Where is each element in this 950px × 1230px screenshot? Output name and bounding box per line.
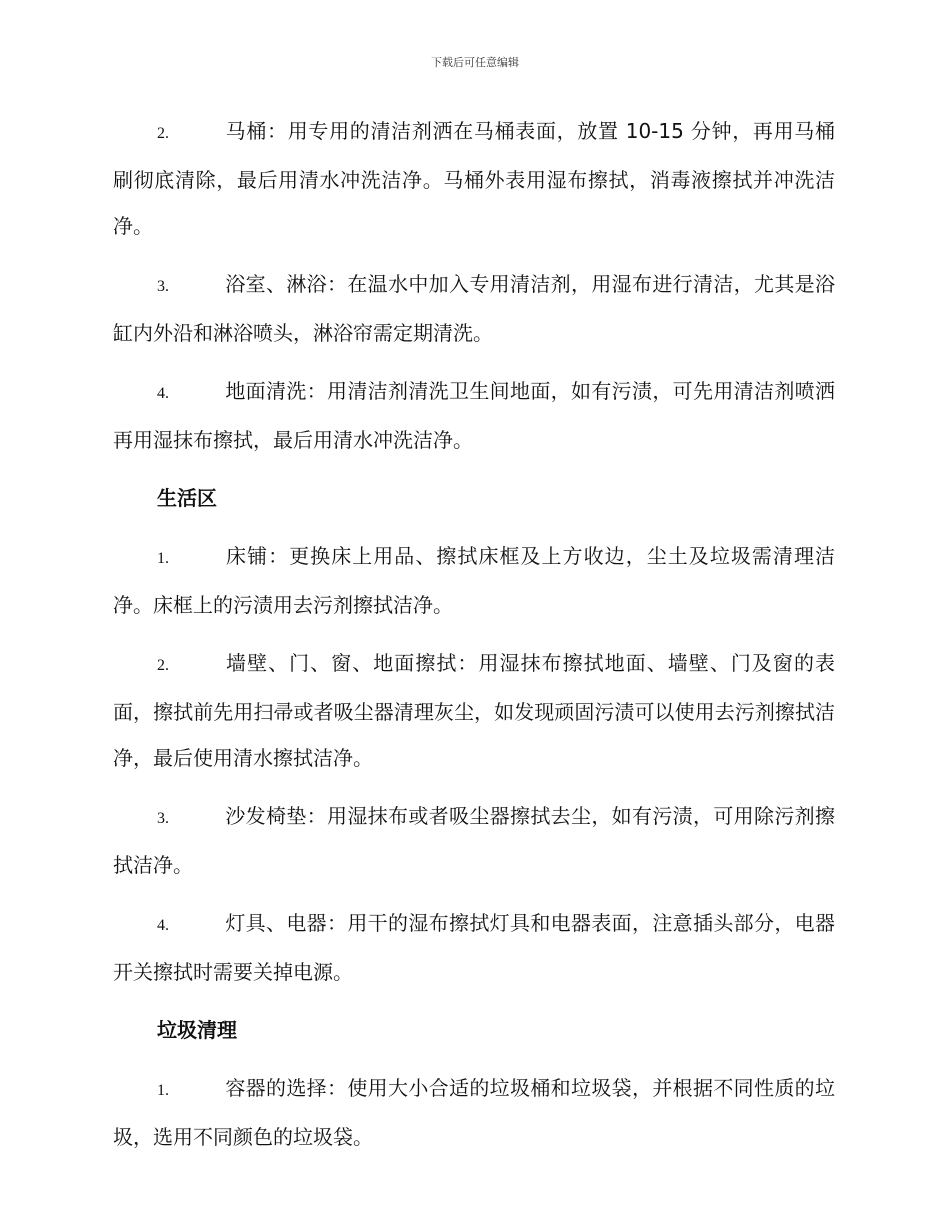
item-number: 1. — [157, 550, 169, 567]
item-text: 沙发椅垫：用湿抹布或者吸尘器擦拭去尘，如有污渍，可用除污剂擦拭洁净。 — [113, 804, 835, 877]
list-item — [113, 108, 835, 249]
item-number: 2. — [157, 657, 169, 674]
item-text: 地面清洗：用清洁剂清洗卫生间地面，如有污渍，可先用清洁剂喷洒再用湿抹布擦拭，最后用清水冲洗洁净。 — [113, 379, 835, 452]
section-heading-garbage: 垃圾清理 — [157, 1018, 237, 1042]
item-text: 墙壁、门、窗、地面擦拭：用湿抹布擦拭地面、墙壁、门及窗的表面，擦拭前先用扫帚或者吸尘器清理灰尘，如发现顽固污渍可以使用去污剂擦拭洁净，最后使用清水擦拭洁净。 — [113, 651, 835, 770]
list-item — [113, 793, 835, 888]
item-text: 床铺：更换床上用品、擦拭床框及上方收边，尘土及垃圾需清理洁净。床框上的污渍用去污剂擦拭洁净。 — [113, 544, 835, 617]
section-heading-living-area: 生活区 — [157, 486, 217, 510]
list-item — [113, 533, 835, 628]
item-number: 3. — [157, 278, 169, 295]
item-number: 4. — [157, 917, 169, 934]
item-number: 1. — [157, 1082, 169, 1099]
item-number: 4. — [157, 385, 169, 402]
item-text: 容器的选择：使用大小合适的垃圾桶和垃圾袋，并根据不同性质的垃圾，选用不同颜色的垃圾袋。 — [113, 1076, 835, 1149]
document-body — [113, 108, 835, 1172]
item-text: 灯具、电器：用干的湿布擦拭灯具和电器表面，注意插头部分，电器开关擦拭时需要关掉电源。 — [113, 911, 835, 984]
list-item — [113, 261, 835, 356]
list-item — [113, 1065, 835, 1160]
list-item — [113, 900, 835, 995]
item-text: 马桶：用专用的清洁剂洒在马桶表面，放置 10-15 分钟，再用马桶刷彻底清除，最后用清水冲洗洁净。马桶外表用湿布擦拭，消毒液擦拭并冲洗洁净。 — [113, 119, 835, 238]
page-header: 下载后可任意编辑 — [431, 56, 519, 69]
item-number: 3. — [157, 810, 169, 827]
item-number: 2. — [157, 125, 169, 142]
list-item — [113, 368, 835, 463]
list-item — [113, 640, 835, 781]
item-text: 浴室、淋浴：在温水中加入专用清洁剂，用湿布进行清洁，尤其是浴缸内外沿和淋浴喷头，淋浴帘需定期清洗。 — [113, 272, 835, 345]
